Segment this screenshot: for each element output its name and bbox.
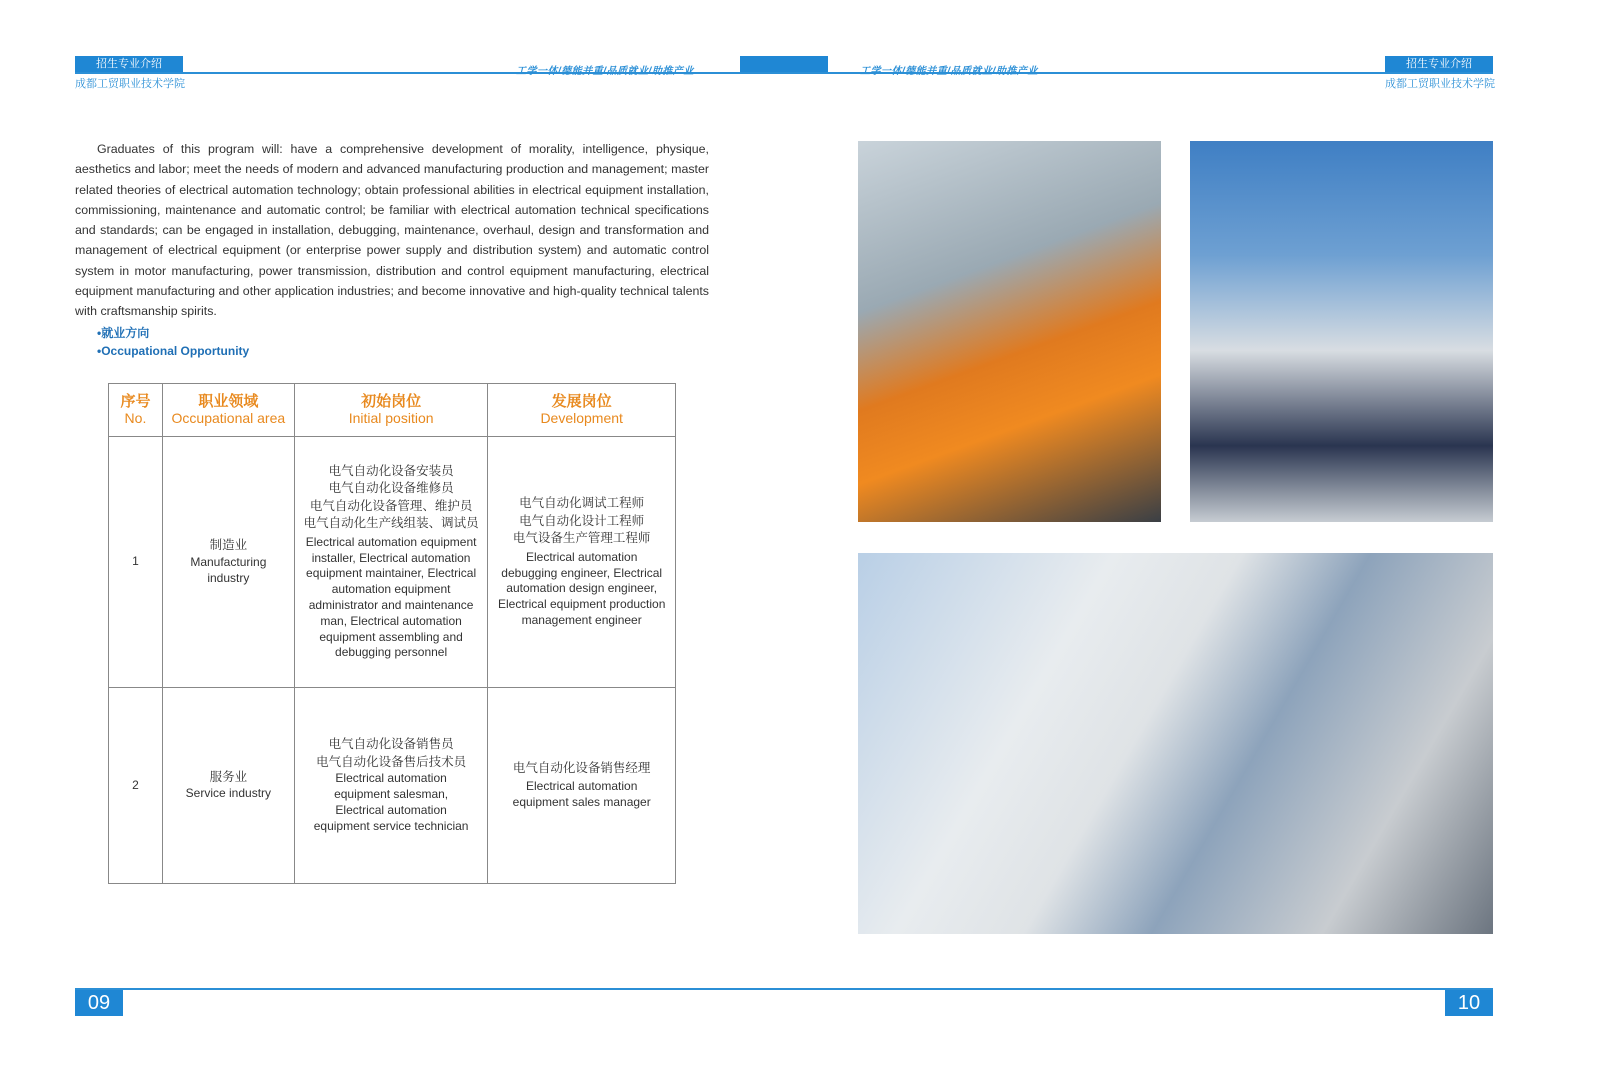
- slogan-right: 工学一体/德能并重/品质就业/助推产业: [860, 66, 1038, 77]
- page-number-right: 10: [1445, 990, 1493, 1016]
- cell-initial: 电气自动化设备销售员 电气自动化设备售后技术员 Electrical automation equipment salesman, Electrical automation equipment service technician: [294, 688, 488, 884]
- header-development: 发展岗位 Development: [488, 384, 676, 437]
- photo-student-wiring-pneumatics: [858, 141, 1161, 522]
- occupation-table: [108, 383, 676, 884]
- section-tag-right: 招生专业介绍: [1385, 56, 1493, 72]
- section-heading-en: •Occupational Opportunity: [97, 344, 250, 358]
- photo-students-lab-workstation: [1190, 141, 1493, 522]
- header-initial: 初始岗位 Initial position: [294, 384, 488, 437]
- cell-development: 电气自动化设备销售经理 Electrical automation equipment sales manager: [488, 688, 676, 884]
- header-rule: [75, 72, 1493, 74]
- footer-rule: [75, 988, 1493, 990]
- table-header-row: [109, 384, 676, 437]
- cell-development: 电气自动化调试工程师 电气自动化设计工程师 电气设备生产管理工程师 Electrical automation debugging engineer, Electrical automation design engineer, Electrical equipment production management engineer: [488, 437, 676, 688]
- intro-paragraph: Graduates of this program will: have a comprehensive development of morality, intelligence, physique, aesthetics and labor; meet the needs of modern and advanced manufacturing production and management; master related theories of electrical automation technology; obtain professional abilities in electrical equipment installation, commissioning, maintenance and automatic control; be familiar with electrical automation technical specifications and standards; can be engaged in installation, debugging, maintenance, overhaul, design and transformation and management of electrical equipment (or enterprise power supply and distribution system) and automatic control system in motor manufacturing, power transmission, distribution and control equipment manufacturing, electrical equipment manufacturing and other application industries; and become innovative and high-quality technical talents with craftsmanship spirits.: [75, 142, 709, 319]
- cell-area: 制造业 Manufacturing industry: [162, 437, 294, 688]
- cell-initial: 电气自动化设备安装员 电气自动化设备维修员 电气自动化设备管理、维护员 电气自动化生产线组装、调试员 Electrical automation equipment installer, Electrical automation equipment maintainer, Electrical automation equipment administrator and maintenance man, Electrical automation equipment assembling and debugging personnel: [294, 437, 488, 688]
- table-row: [109, 688, 676, 884]
- table-row: [109, 437, 676, 688]
- school-name-right: 成都工贸职业技术学院: [1385, 78, 1495, 90]
- cell-no: 1: [109, 437, 163, 688]
- section-tag-left: 招生专业介绍: [75, 56, 183, 72]
- page-number-left: 09: [75, 990, 123, 1016]
- center-spine-block: [740, 56, 828, 72]
- school-name-left: 成都工贸职业技术学院: [75, 78, 185, 90]
- cell-no: 2: [109, 688, 163, 884]
- header-no: 序号 No.: [109, 384, 163, 437]
- cell-area: 服务业 Service industry: [162, 688, 294, 884]
- slogan-left: 工学一体/德能并重/品质就业/助推产业: [516, 66, 694, 77]
- photo-students-robot-arm: [858, 553, 1493, 934]
- section-heading-zh: •就业方向: [97, 326, 150, 340]
- header-area: 职业领域 Occupational area: [162, 384, 294, 437]
